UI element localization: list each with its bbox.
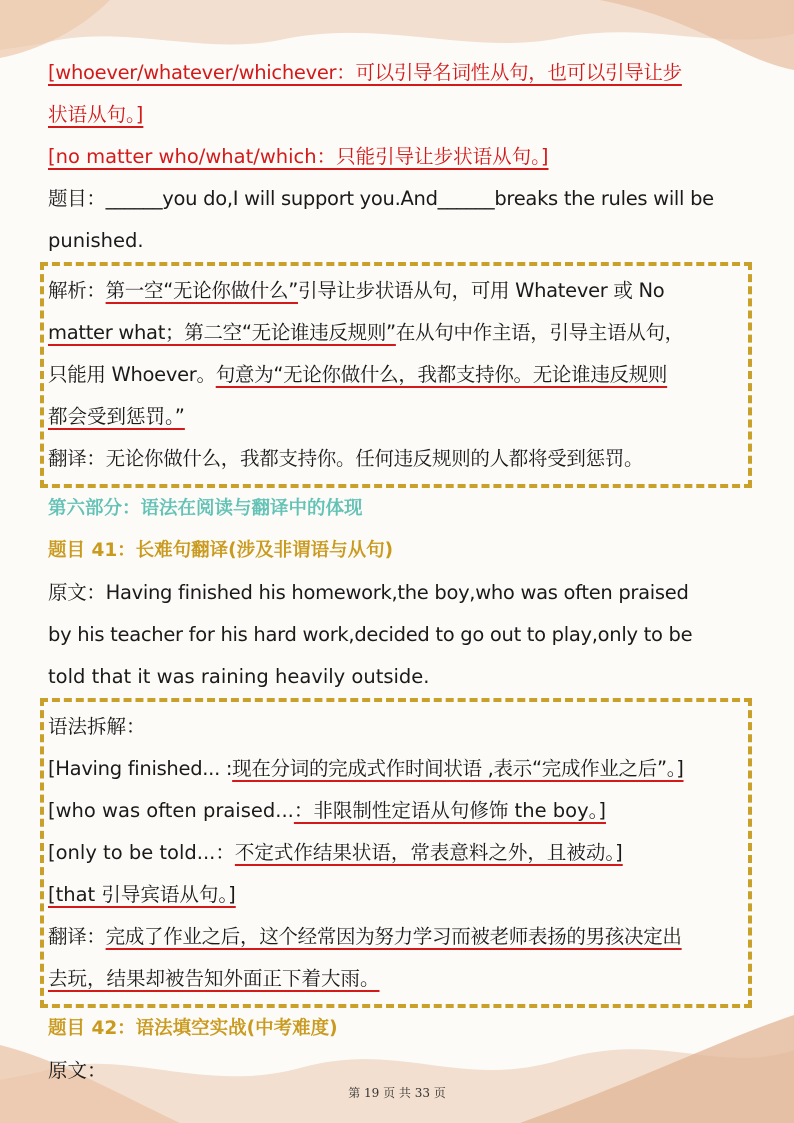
page-number-footer: 第 19 页 共 33 页 — [348, 1086, 446, 1100]
q42-original: 原文： — [48, 1059, 107, 1082]
translation-row-2: 去玩，结果却被告知外面正下着大雨。 — [48, 967, 380, 990]
analysis-box-2 — [40, 698, 752, 1008]
analysis-box-1 — [40, 262, 752, 488]
breakdown-row-2: [who was often praised...：非限制性定语从句修饰 the boy。] — [48, 799, 606, 822]
translation-line-1: 翻译：无论你做什么，我都支持你。任何违反规则的人都将受到惩罚。 — [48, 447, 644, 470]
breakdown-row-3: [only to be told...：不定式作结果状语，常表意料之外，且被动。] — [48, 841, 623, 864]
note-no-matter: [no matter who/what/which：只能引导让步状语从句。] — [48, 145, 549, 168]
breakdown-row-4: [that 引导宾语从句。] — [48, 883, 236, 906]
question-42-title: 题目 42：语法填空实战(中考难度) — [48, 1018, 338, 1039]
question-line-cont: punished. — [48, 229, 144, 252]
document-content — [48, 52, 748, 1092]
question-41-title: 题目 41：长难句翻译(涉及非谓语与从句) — [48, 540, 394, 561]
q41-original-line1: 原文：Having finished his homework,the boy,who was often praised — [48, 581, 689, 604]
q41-original-line2: by his teacher for his hard work,decided to go out to play,only to be — [48, 623, 693, 646]
analysis-line-1: 解析：第一空“无论你做什么”引导让步状语从句，可用 Whatever 或 No — [48, 279, 665, 302]
q41-original-line3: told that it was raining heavily outside. — [48, 665, 430, 688]
analysis-line-2: matter what；第二空“无论谁违反规则”在从句中作主语，引导主语从句， — [48, 321, 684, 344]
note-whoever-line2: 状语从句。] — [48, 103, 144, 126]
breakdown-row-1: [Having finished... :现在分词的完成式作时间状语 ,表示“完成作业之后”。] — [48, 757, 684, 780]
section-heading: 第六部分：语法在阅读与翻译中的体现 — [48, 498, 363, 519]
grammar-breakdown-head: 语法拆解： — [48, 715, 146, 738]
question-line: 题目：______you do,I will support you.And______breaks the rules will be — [48, 187, 714, 210]
analysis-line-4: 都会受到惩罚。” — [48, 405, 185, 428]
translation-row-1: 翻译：完成了作业之后，这个经常因为努力学习而被老师表扬的男孩决定出 — [48, 925, 682, 948]
note-whoever-line1: [whoever/whatever/whichever：可以引导名词性从句，也可以引导让步 — [48, 61, 682, 84]
analysis-line-3: 只能用 Whoever。句意为“无论你做什么，我都支持你。无论谁违反规则 — [48, 363, 668, 386]
